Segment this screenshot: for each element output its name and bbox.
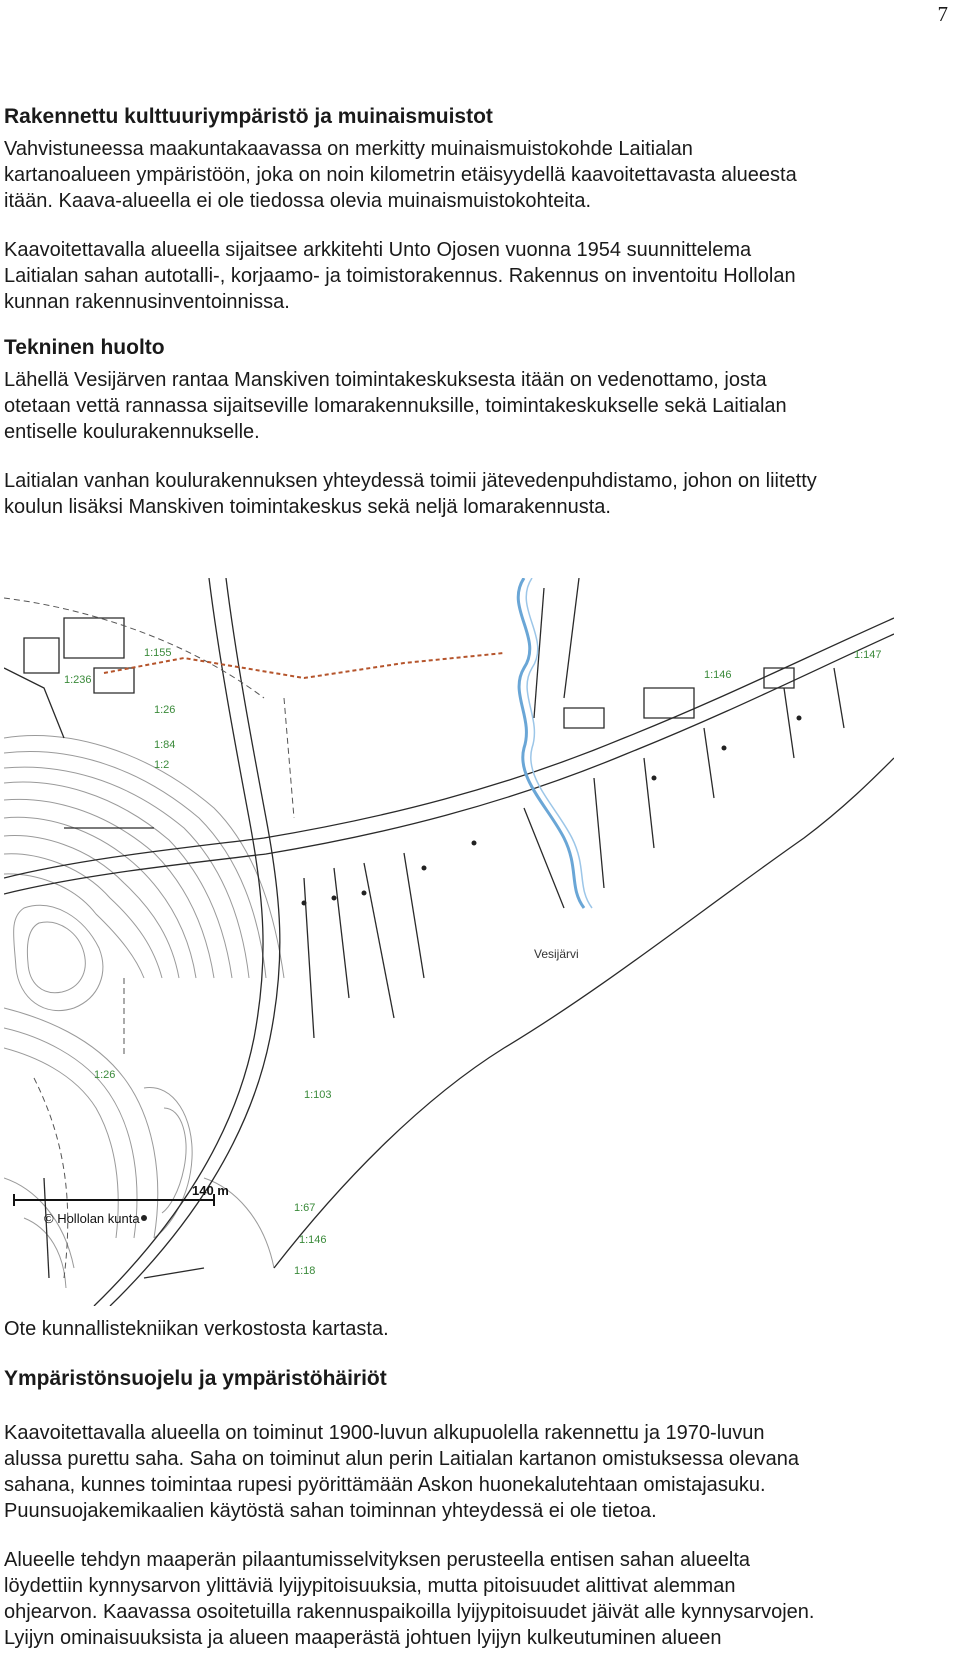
lot-label: 1:2 [154,759,170,771]
lot-label: 1:236 [64,674,92,686]
paragraph-water: Lähellä Vesijärven rantaa Manskiven toimintakeskuksesta itään on vedenottamo, josta otetaan vettä rannassa sijaitseville lomarakennuksille, toimintakeskukselle sekä Laitialan entiselle koulurakennukselle. [4,369,787,443]
map-caption: Ote kunnallistekniikan verkostosta kartasta. [4,1318,389,1340]
river-bank [526,578,592,908]
lot-label: 1:155 [144,647,172,659]
scale-label: 140 m [192,1183,229,1198]
network-map [4,578,894,1306]
plot-boundaries [4,598,294,1278]
lot-label: 1:26 [94,1069,116,1081]
text-body [4,104,934,520]
page-number: 7 [937,2,948,26]
lot-label: 1:26 [154,704,176,716]
lot-labels [64,647,882,1277]
section-title-cultural: Rakennettu kulttuuriympäristö ja muinaismuistot [4,105,493,128]
paragraph-sewage: Laitialan vanhan koulurakennuksen yhteydessä toimii jätevedenpuhdistamo, johon on liitetty koulun lisäksi Manskiven toimintakeskus sekä neljä lomarakennusta. [4,470,817,518]
section-title-environment: Ympäristönsuojelu ja ympäristöhäiriöt [4,1367,387,1390]
paragraph-soil: Alueelle tehdyn maaperän pilaantumisselvityksen perusteella entisen sahan alueelta löydettiin kynnysarvon ylittäviä lyijypitoisuuksia, mutta pitoisuudet alittivat alemman ohjearvon. Kaavassa osoitetuilla rakennuspaikoilla lyijypitoisuudet jäivät alle kynnysarvojen. Lyijyn ominaisuuksista ja alueen maaperästä johtuen lyijyn kulkeutuminen alueen [4,1549,815,1649]
lot-label: 1:84 [154,739,176,751]
river [518,578,584,908]
lot-label: 1:146 [299,1234,327,1246]
lot-label: 1:67 [294,1202,316,1214]
paragraph-heritage: Vahvistuneessa maakuntakaavassa on merkitty muinaismuistokohde Laitialan kartanoalueen ympäristöön, joka on noin kilometrin etäisyydellä kaavoitettavasta alueesta itään. Kaava-alueella ei ole tiedossa olevia muinaismuistokohteita. [4,138,797,212]
lake-label: Vesijärvi [534,947,579,961]
lot-label: 1:146 [704,669,732,681]
lot-label: 1:103 [304,1089,332,1101]
paragraph-building: Kaavoitettavalla alueella sijaitsee arkkitehti Unto Ojosen vuonna 1954 suunnittelema Laitialan sahan autotalli-, korjaamo- ja toimistorakennus. Rakennus on inventoitu Hollolan kunnan rakennusinventoinnissa. [4,239,796,313]
section-title-utilities: Tekninen huolto [4,336,165,359]
lot-label: 1:18 [294,1265,316,1277]
map-copyright: © Hollolan kunta [44,1211,140,1226]
map-drawing [4,578,894,1306]
lot-label: 1:147 [854,649,882,661]
section-environment [4,1366,944,1651]
paragraph-sawmill: Kaavoitettavalla alueella on toiminut 1900-luvun alkupuolella rakennettu ja 1970-luvun alussa purettu saha. Saha on toiminut alun perin Laitialan kartanon omistuksessa olevana sahana, kunnes toimintaa rupesi pyörittämään Askon huonekalutehtaan omistajasuku. Puunsuojakemikaalien käytöstä sahan toiminnan yhteydessä ei ole tietoa. [4,1422,799,1522]
scale-bar [14,1183,229,1206]
